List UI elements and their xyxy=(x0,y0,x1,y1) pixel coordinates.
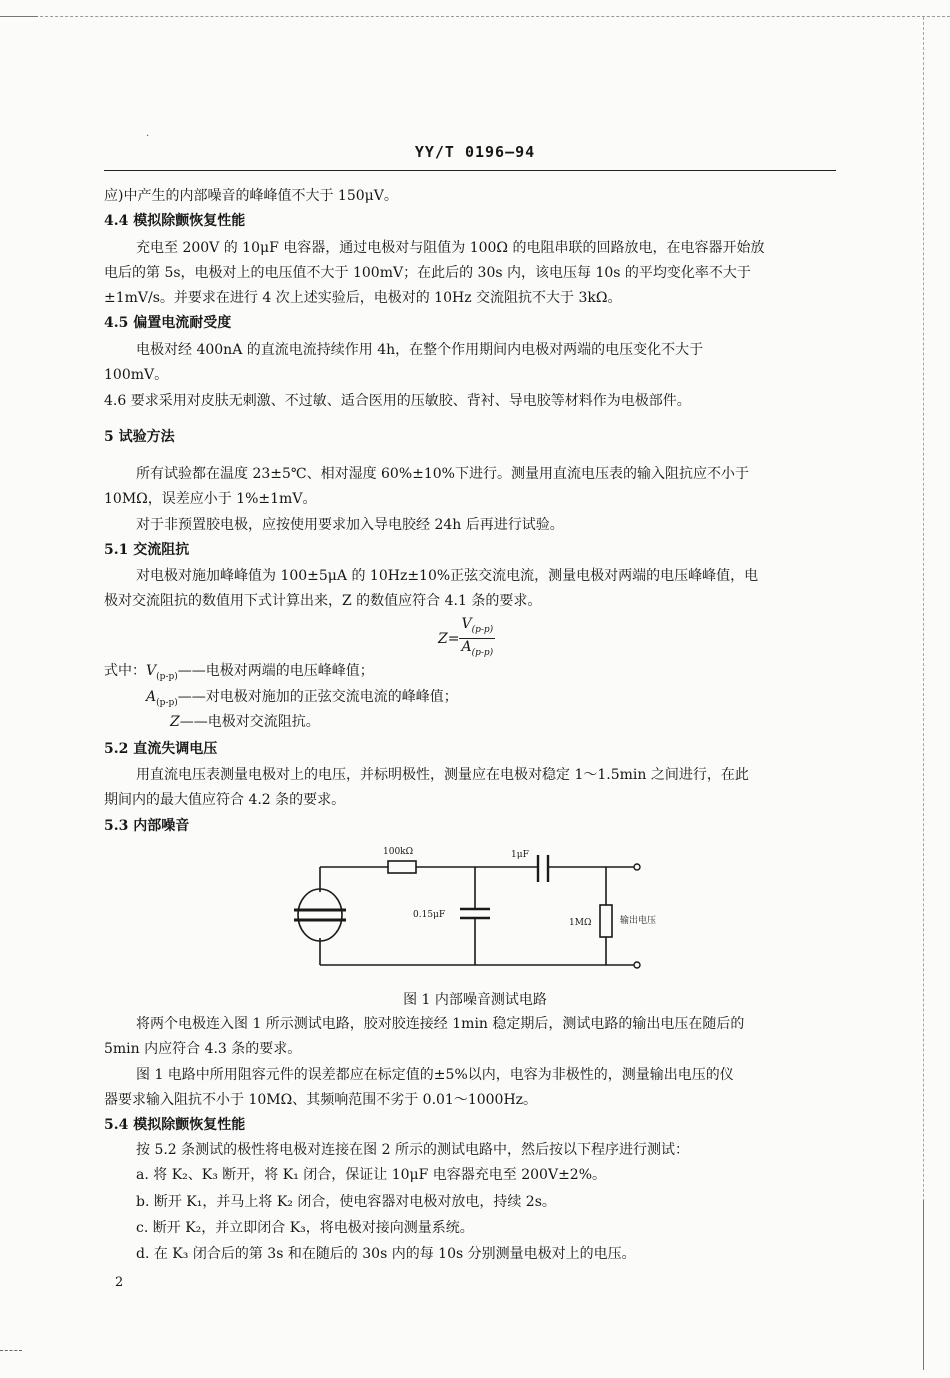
body-line: 充电至 200V 的 10μF 电容器，通过电极对与阻值为 100Ω 的电阻串联的回路放电，在电容器开始放 xyxy=(136,240,765,256)
label-output-voltage: 输出电压 xyxy=(620,916,657,926)
page-number: 2 xyxy=(115,1275,124,1290)
section-heading-4-5: 4.5 偏置电流耐受度 xyxy=(104,315,232,331)
header-rule xyxy=(104,170,836,171)
body-line: 对电极对施加峰峰值为 100±5μA 的 10Hz±10%正弦交流电流，测量电极对两端的电压峰峰值，电 xyxy=(136,568,759,584)
output-terminal-bottom-icon xyxy=(634,962,640,968)
definition-a: $A_{(p-p)}——$对电极对施加的正弦交流电流的峰峰值； xyxy=(146,689,458,708)
body-line: 图 1 电路中所用阻容元件的误差都应在标定值的±5%以内，电容为非极性的，测量输出电压的仪 xyxy=(136,1067,734,1083)
body-line: 电极对经 400nA 的直流电流持续作用 4h，在整个作用期间内电极对两端的电压变化不大于 xyxy=(136,342,704,358)
definition-z: Z——电极对交流阻抗。 xyxy=(170,714,320,730)
body-line: 用直流电压表测量电极对上的电压，并标明极性，测量应在电极对稳定 1～1.5min 之间进行，在此 xyxy=(136,767,749,783)
impedance-formula: Z= $\frac{V_{(p-p)}}{A_{(p-p)}}$ xyxy=(438,616,494,658)
figure-caption: 图 1 内部噪音测试电路 xyxy=(403,992,547,1008)
body-line: 电后的第 5s，电极对上的电压值不大于 100mV；在此后的 30s 内，该电压每 10s 的平均变化率不大于 xyxy=(104,265,751,281)
body-line: ±1mV/s。并要求在进行 4 次上述实验后，电极对的 10Hz 交流阻抗不大于 3kΩ。 xyxy=(104,290,622,306)
body-line: 按 5.2 条测试的极性将电极对连接在图 2 所示的测试电路中，然后按以下程序进行测试： xyxy=(136,1142,689,1158)
list-item-a: a. 将 K₂、K₃ 断开，将 K₁ 闭合，保证让 10μF 电容器充电至 200V±2%。 xyxy=(136,1167,607,1183)
body-line: 10MΩ，误差应小于 1%±1mV。 xyxy=(104,491,317,507)
list-item-c: c. 断开 K₂，并立即闭合 K₃，将电极对接向测量系统。 xyxy=(136,1220,474,1236)
scan-speck: · xyxy=(146,131,150,142)
section-heading-5-2: 5.2 直流失调电压 xyxy=(104,741,218,757)
scan-border-bottom-left xyxy=(0,1350,22,1351)
body-line-4-6: 4.6 要求采用对皮肤无刺激、不过敏、适合医用的压敏胶、背衬、导电胶等材料作为电极部件。 xyxy=(104,393,691,409)
label-100k: 100kΩ xyxy=(383,847,414,857)
resistor-1m-icon xyxy=(600,905,612,937)
body-line: 器要求输入阻抗不小于 10MΩ、其频响范围不劣于 0.01～1000Hz。 xyxy=(104,1092,538,1108)
body-line: 期间内的最大值应符合 4.2 条的要求。 xyxy=(104,792,346,808)
label-1m: 1MΩ xyxy=(569,918,592,928)
standard-header: YY/T 0196—94 xyxy=(414,143,536,161)
body-line: 应)中产生的内部噪音的峰峰值不大于 150μV。 xyxy=(104,188,398,204)
noise-test-circuit-figure xyxy=(280,838,680,986)
scan-border-right-solid xyxy=(923,1200,924,1370)
section-heading-5-4: 5.4 模拟除颤恢复性能 xyxy=(104,1117,246,1133)
body-line: 所有试验都在温度 23±5℃、相对湿度 60%±10%下进行。测量用直流电压表的输入阻抗应不小于 xyxy=(136,466,749,482)
resistor-100k-icon xyxy=(388,861,416,873)
body-line: 100mV。 xyxy=(104,367,169,383)
definition-v: 式中：$V_{(p-p)}——$电极对两端的电压峰峰值； xyxy=(104,663,374,682)
body-line: 对于非预置胶电极，应按使用要求加入导电胶经 24h 后再进行试验。 xyxy=(136,517,564,533)
label-1uf: 1μF xyxy=(511,850,529,860)
label-0-15uf: 0.15μF xyxy=(413,910,446,920)
section-heading-4-4: 4.4 模拟除颤恢复性能 xyxy=(104,213,246,229)
scan-border-right xyxy=(923,17,924,1367)
body-line: 5min 内应符合 4.3 条的要求。 xyxy=(104,1041,302,1057)
list-item-b: b. 断开 K₁，并马上将 K₂ 闭合，使电容器对电极对放电，持续 2s。 xyxy=(136,1194,556,1210)
scan-border-top-solid xyxy=(0,16,38,17)
body-line: 将两个电极连入图 1 所示测试电路，胶对胶连接经 1min 稳定期后，测试电路的输出电压在随后的 xyxy=(136,1016,745,1032)
section-heading-5-1: 5.1 交流阻抗 xyxy=(104,542,190,558)
scan-border-top xyxy=(0,16,950,17)
electrode-pair-icon xyxy=(298,889,342,941)
body-line: 极对交流阻抗的数值用下式计算出来，Z 的数值应符合 4.1 条的要求。 xyxy=(104,593,542,609)
list-item-d: d. 在 K₃ 闭合后的第 3s 和在随后的 30s 内的每 10s 分别测量电极对上的电压。 xyxy=(136,1246,636,1262)
section-heading-5-3: 5.3 内部噪音 xyxy=(104,818,190,834)
output-terminal-top-icon xyxy=(634,864,640,870)
section-heading-5: 5 试验方法 xyxy=(104,429,175,445)
